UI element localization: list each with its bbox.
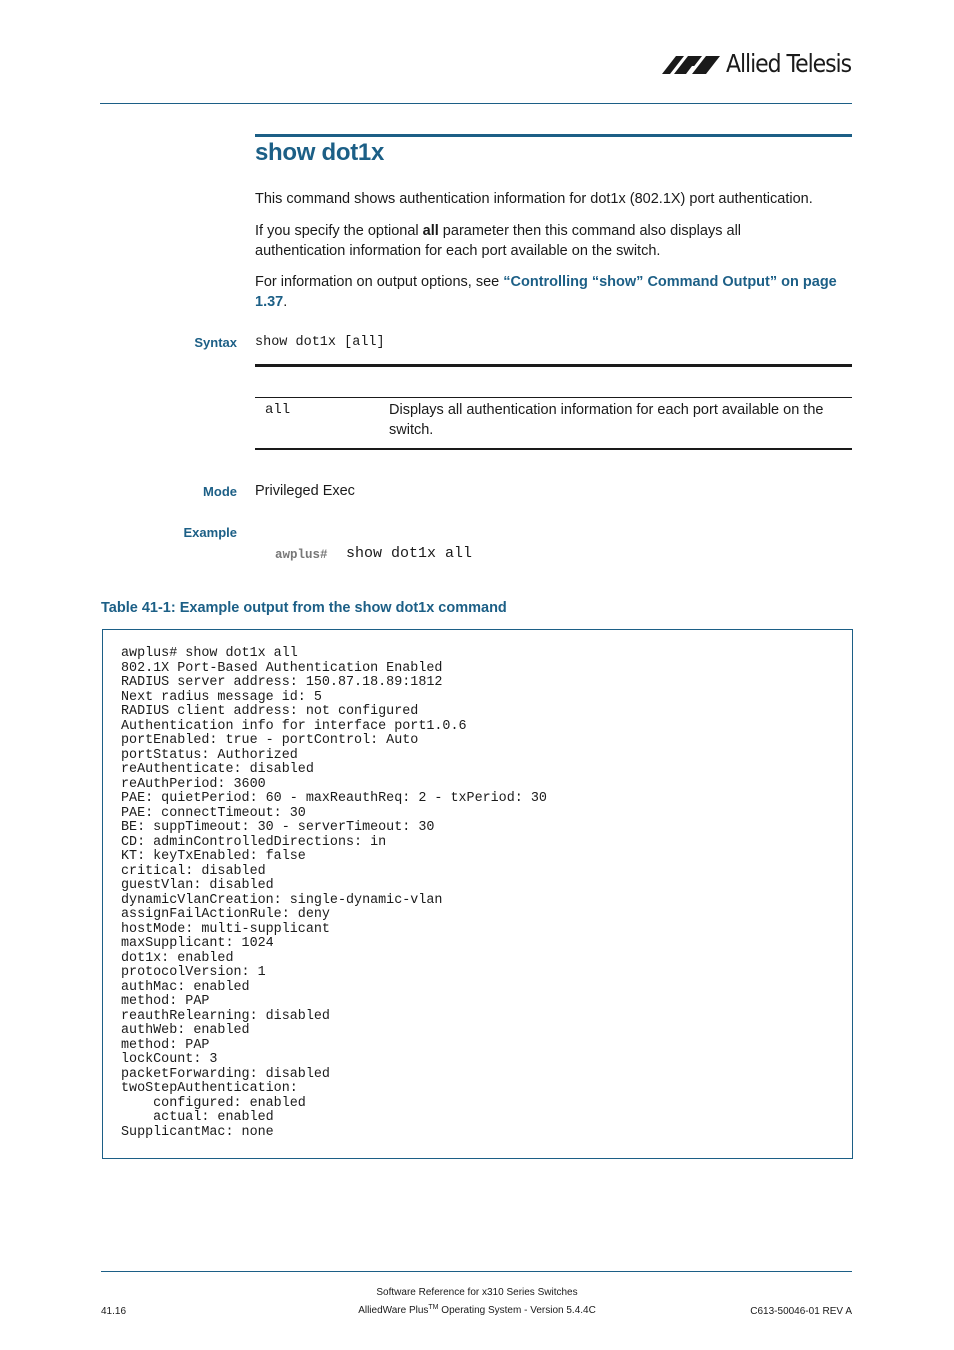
intro-p2-bold: all xyxy=(422,223,439,239)
syntax-code: show dot1x [all] xyxy=(255,335,385,350)
mode-label: Mode xyxy=(203,484,237,499)
output-line: SupplicantMac: none xyxy=(121,1124,274,1140)
parameter-table-header-rule xyxy=(255,397,852,398)
intro-p3-text: For information on output options, see xyxy=(255,274,504,290)
output-line: portEnabled: true - portControl: Auto xyxy=(121,733,419,748)
output-line: method: PAP xyxy=(121,994,210,1009)
output-line: BE: suppTimeout: 30 - serverTimeout: 30 xyxy=(121,820,435,835)
output-line: 802.1X Port-Based Authentication Enabled xyxy=(121,660,443,676)
output-line: lockCount: 3 xyxy=(121,1052,218,1067)
intro-paragraph-1: This command shows authentication information for dot1x (802.1X) port authentication. xyxy=(255,191,813,207)
intro-p2-text-after: parameter then this command also displays all authentication information for each port available on the switch. xyxy=(255,223,742,259)
output-line: PAE: connectTimeout: 30 xyxy=(121,805,306,821)
intro-p3-period: . xyxy=(283,293,288,310)
output-line: protocolVersion: 1 xyxy=(121,965,266,980)
footer-page-number: 41.16 xyxy=(101,1306,127,1317)
output-line: reAuthenticate: disabled xyxy=(121,762,314,777)
output-line: Authentication info for interface port1.0.6 xyxy=(121,718,467,734)
example-label: Example xyxy=(183,525,237,540)
brand-name: Allied Telesis xyxy=(726,49,852,78)
table-caption: Table 41-1: Example output from the show dot1x command xyxy=(101,600,507,616)
parameter-description: Displays all authentication information for each port available on the switch. xyxy=(389,402,824,438)
output-line: dot1x: enabled xyxy=(121,950,234,966)
intro-paragraph-3 xyxy=(255,273,845,312)
output-line: configured: enabled xyxy=(121,1095,306,1111)
output-line: CD: adminControlledDirections: in xyxy=(121,834,387,850)
output-line: twoStepAuthentication: xyxy=(121,1081,298,1096)
output-line: KT: keyTxEnabled: false xyxy=(121,849,306,864)
output-line: reauthRelearning: disabled xyxy=(121,1008,330,1024)
output-line: RADIUS server address: 150.87.18.89:1812 xyxy=(121,675,443,690)
output-line: actual: enabled xyxy=(121,1110,274,1125)
output-line: RADIUS client address: not configured xyxy=(121,704,419,719)
output-line: critical: disabled xyxy=(121,863,266,879)
example-command: show dot1x all xyxy=(346,545,473,562)
output-line: assignFailActionRule: deny xyxy=(121,907,330,922)
footer-product-version: Operating System - Version 5.4.4C xyxy=(438,1305,596,1316)
page-title: show dot1x xyxy=(255,139,385,166)
output-line: portStatus: Authorized xyxy=(121,747,298,763)
parameter-table-top-rule xyxy=(255,364,852,367)
output-line: dynamicVlanCreation: single-dynamic-vlan xyxy=(121,892,443,908)
output-line: Next radius message id: 5 xyxy=(121,689,322,705)
intro-p2-text: If you specify the optional xyxy=(255,223,423,239)
mode-value: Privileged Exec xyxy=(255,483,355,499)
footer-doc-id: C613-50046-01 REV A xyxy=(750,1306,852,1317)
footer-doc-title: Software Reference for x310 Series Switches xyxy=(376,1287,578,1298)
output-line: maxSupplicant: 1024 xyxy=(121,936,274,951)
footer-product xyxy=(300,1304,654,1316)
output-line: guestVlan: disabled xyxy=(121,878,274,893)
command-output-box xyxy=(102,629,853,1159)
cross-reference-link[interactable]: “Controlling “show” Command Output” on page 1.37 xyxy=(255,274,837,310)
intro-paragraph-2 xyxy=(255,222,815,261)
output-line: awplus# show dot1x all xyxy=(121,646,298,661)
example-prompt: awplus# xyxy=(275,548,328,562)
output-line: PAE: quietPeriod: 60 - maxReauthReq: 2 - txPeriod: 30 xyxy=(121,791,547,806)
output-line: authWeb: enabled xyxy=(121,1023,250,1038)
output-line: authMac: enabled xyxy=(121,979,250,995)
output-line: method: PAP xyxy=(121,1037,210,1053)
command-output-text xyxy=(121,647,547,1140)
footer-product-name: AlliedWare Plus xyxy=(358,1305,429,1316)
header-divider xyxy=(100,103,852,104)
title-rule xyxy=(255,134,852,137)
output-line: hostMode: multi-supplicant xyxy=(121,921,330,937)
output-line: packetForwarding: disabled xyxy=(121,1066,330,1082)
footer-trademark: TM xyxy=(428,1304,439,1311)
syntax-label: Syntax xyxy=(194,335,237,350)
output-line: reAuthPeriod: 3600 xyxy=(121,776,266,792)
parameter-table-bottom-rule xyxy=(255,448,852,450)
footer-divider xyxy=(101,1271,852,1272)
parameter-name: all xyxy=(265,402,291,418)
